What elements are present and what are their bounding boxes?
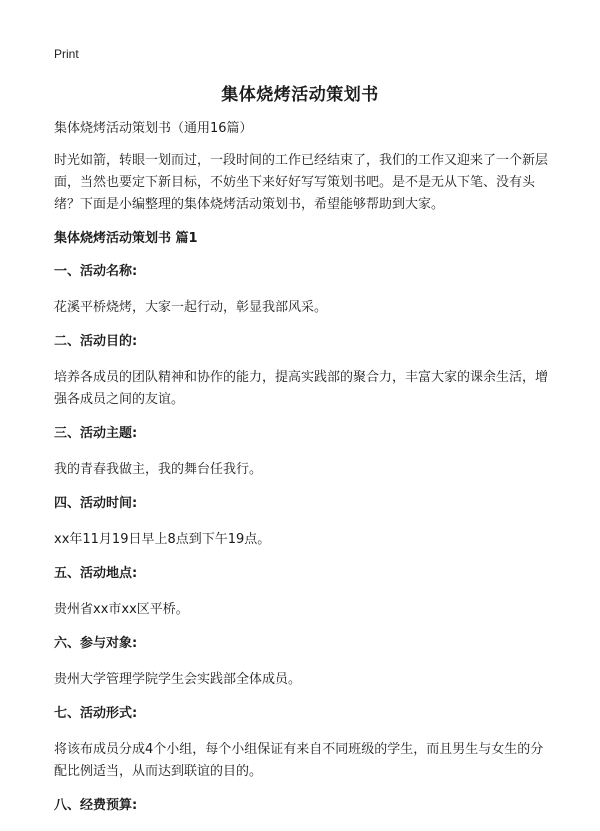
section-5 [54,565,550,621]
section-6 [54,635,550,691]
section-body: xx年11月19日早上8点到下午19点。 [54,532,271,547]
section-body: 我的青春我做主，我的舞台任我行。 [54,462,263,477]
section-1 [54,263,550,319]
section-body: 贵州大学管理学院学生会实践部全体成员。 [54,672,302,687]
section-heading: 六、参与对象: [54,636,138,651]
print-link[interactable]: Print [54,47,79,61]
section-3 [54,425,550,481]
section-body: 培养各成员的团队精神和协作的能力，提高实践部的聚合力，丰富大家的课余生活，增强各成员之间的友谊。 [54,370,549,407]
section-body: 贵州省xx市xx区平桥。 [54,602,189,617]
section-heading: 五、活动地点: [54,566,138,581]
section-7 [54,705,550,783]
document-title: 集体烧烤活动策划书 [221,85,379,105]
document-subtitle: 集体烧烤活动策划书（通用16篇） [54,121,253,136]
intro-paragraph: 时光如箭，转眼一划而过，一段时间的工作已经结束了，我们的工作又迎来了一个新层面，当然也要定下新目标，不妨坐下来好好写写策划书吧。是不是无从下笔、没有头绪？下面是小编整理的集体烧烤活动策划书，希望能够帮助到大家。 [54,153,549,212]
section-4 [54,495,550,551]
section-heading: 二、活动目的: [54,334,138,349]
section-heading: 三、活动主题: [54,426,138,441]
section-body: 将该布成员分成4个小组，每个小组保证有来自不同班级的学生，而且男生与女生的分配比例适当，从而达到联谊的目的。 [54,742,544,779]
section-heading: 四、活动时间: [54,496,138,511]
section-heading: 七、活动形式: [54,706,138,721]
section-heading: 八、经费预算: [54,798,138,813]
section-2 [54,333,550,411]
section-heading: 一、活动名称: [54,264,138,279]
section-body: 花溪平桥烧烤，大家一起行动，彰显我部风采。 [54,300,328,315]
part-title: 集体烧烤活动策划书 篇1 [54,231,198,246]
section-8 [54,797,550,815]
document-content [54,120,550,831]
